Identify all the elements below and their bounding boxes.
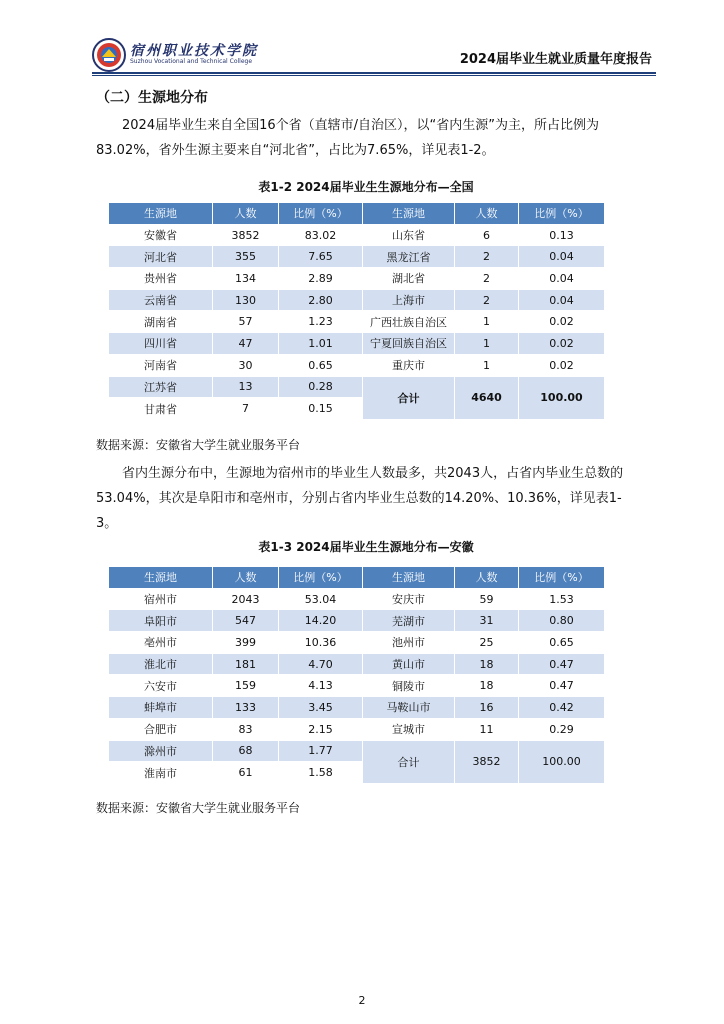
table-cell: 0.02: [519, 311, 605, 333]
table-cell: 57: [213, 311, 279, 333]
table-cell: 1.23: [279, 311, 363, 333]
table-cell: 黑龙江省: [363, 246, 455, 268]
data-source-note: 数据来源：安徽省大学生就业服务平台: [96, 438, 301, 452]
column-header: 人数: [213, 203, 279, 225]
table-cell: 0.47: [519, 675, 605, 697]
table-cell: 河南省: [109, 354, 213, 376]
table-row: [109, 632, 605, 654]
table-cell: 18: [455, 675, 519, 697]
table-cell: 547: [213, 610, 279, 632]
table-cell: 蚌埠市: [109, 697, 213, 719]
table-cell: 13: [213, 376, 279, 398]
table-cell: 上海市: [363, 289, 455, 311]
table-cell: 山东省: [363, 224, 455, 246]
table-cell: 2.89: [279, 268, 363, 290]
table-cell: 池州市: [363, 632, 455, 654]
table-cell: 11: [455, 718, 519, 740]
table-cell: 贵州省: [109, 268, 213, 290]
table-cell: 淮南市: [109, 762, 213, 784]
report-title: 2024届毕业生就业质量年度报告: [459, 52, 652, 67]
table-row: [109, 376, 605, 398]
table-cell: 0.42: [519, 697, 605, 719]
table-caption: 表1-2 2024届毕业生生源地分布—全国: [258, 180, 474, 194]
column-header: 人数: [455, 203, 519, 225]
table-row: [109, 246, 605, 268]
table-cell: 宿州市: [109, 588, 213, 610]
table-row: [109, 354, 605, 376]
table-cell: 合肥市: [109, 718, 213, 740]
table-cell: 安徽省: [109, 224, 213, 246]
table-cell: 淮北市: [109, 653, 213, 675]
table-cell: 3852: [213, 224, 279, 246]
table-cell: 0.04: [519, 268, 605, 290]
total-percent: 100.00: [519, 376, 605, 419]
section-title: （二）生源地分布: [96, 90, 208, 106]
total-label: 合计: [363, 740, 455, 783]
total-label: 合计: [363, 376, 455, 419]
table-cell: 0.47: [519, 653, 605, 675]
table-cell: 134: [213, 268, 279, 290]
table-cell: 25: [455, 632, 519, 654]
table-cell: 159: [213, 675, 279, 697]
table-cell: 2: [455, 268, 519, 290]
table-cell: 2043: [213, 588, 279, 610]
table-cell: 18: [455, 653, 519, 675]
table-cell: 马鞍山市: [363, 697, 455, 719]
paragraph-text: 2024届毕业生来自全国16个省（直辖市/自治区），以“省内生源”为主，所占比例为83.02%，省外生源主要来自“河北省”，占比为7.65%，详见表1-2。: [96, 118, 599, 158]
table-cell: 黄山市: [363, 653, 455, 675]
table-row: [109, 653, 605, 675]
table-cell: 铜陵市: [363, 675, 455, 697]
column-header: 生源地: [363, 567, 455, 589]
table-cell: 1.77: [279, 740, 363, 762]
column-header: 比例（%）: [279, 203, 363, 225]
table-cell: 1: [455, 354, 519, 376]
paragraph-province: [96, 461, 636, 536]
page-header: [92, 36, 656, 72]
table-caption: 表1-3 2024届毕业生生源地分布—安徽: [258, 540, 474, 554]
table-row: [109, 333, 605, 355]
table-cell: 130: [213, 289, 279, 311]
table-row: [109, 740, 605, 762]
table-cell: 1.58: [279, 762, 363, 784]
table-cell: 10.36: [279, 632, 363, 654]
school-name-en: Suzhou Vocational and Technical College: [130, 58, 253, 65]
table-row: [109, 588, 605, 610]
total-count: 3852: [455, 740, 519, 783]
table-cell: 云南省: [109, 289, 213, 311]
table-cell: 0.13: [519, 224, 605, 246]
data-source-note: 数据来源：安徽省大学生就业服务平台: [96, 801, 301, 815]
table-cell: 83.02: [279, 224, 363, 246]
total-percent: 100.00: [519, 740, 605, 783]
table-cell: 0.65: [279, 354, 363, 376]
table-cell: 47: [213, 333, 279, 355]
column-header: 比例（%）: [519, 203, 605, 225]
column-header: 比例（%）: [519, 567, 605, 589]
table-cell: 0.80: [519, 610, 605, 632]
table-cell: 133: [213, 697, 279, 719]
table-cell: 1: [455, 333, 519, 355]
table-cell: 0.65: [519, 632, 605, 654]
table-cell: 355: [213, 246, 279, 268]
table-cell: 3.45: [279, 697, 363, 719]
table-cell: 2: [455, 246, 519, 268]
table-cell: 阜阳市: [109, 610, 213, 632]
table-cell: 59: [455, 588, 519, 610]
table-cell: 2.80: [279, 289, 363, 311]
table-cell: 2: [455, 289, 519, 311]
table-cell: 0.04: [519, 289, 605, 311]
header-divider: [92, 72, 656, 74]
table-row: [109, 675, 605, 697]
table-row: [109, 718, 605, 740]
table-cell: 1: [455, 311, 519, 333]
table-cell: 1.53: [519, 588, 605, 610]
table-cell: 甘肃省: [109, 398, 213, 420]
school-name: 宿州职业技术学院: [130, 43, 258, 59]
table-cell: 四川省: [109, 333, 213, 355]
table-row: [109, 268, 605, 290]
school-logo-icon: [92, 38, 126, 72]
table-cell: 0.28: [279, 376, 363, 398]
page-number: 2: [358, 994, 366, 1007]
table-cell: 30: [213, 354, 279, 376]
column-header: 生源地: [109, 567, 213, 589]
table-cell: 16: [455, 697, 519, 719]
column-header: 比例（%）: [279, 567, 363, 589]
table-cell: 滁州市: [109, 740, 213, 762]
paragraph-national: [96, 113, 636, 163]
table-cell: 河北省: [109, 246, 213, 268]
table-cell: 宣城市: [363, 718, 455, 740]
table-cell: 广西壮族自治区: [363, 311, 455, 333]
table-row: [109, 224, 605, 246]
table-cell: 4.13: [279, 675, 363, 697]
table-cell: 61: [213, 762, 279, 784]
table-cell: 芜湖市: [363, 610, 455, 632]
table-cell: 53.04: [279, 588, 363, 610]
table-cell: 六安市: [109, 675, 213, 697]
table-cell: 0.04: [519, 246, 605, 268]
table-cell: 0.02: [519, 333, 605, 355]
table-cell: 2.15: [279, 718, 363, 740]
paragraph-text: 省内生源分布中，生源地为宿州市的毕业生人数最多，共2043人，占省内毕业生总数的53.04%，其次是阜阳市和亳州市，分别占省内毕业生总数的14.20%、10.36%，详见表1-3。: [96, 466, 624, 531]
table-cell: 68: [213, 740, 279, 762]
table-header-row: [109, 203, 605, 225]
table-cell: 0.15: [279, 398, 363, 420]
table-cell: 安庆市: [363, 588, 455, 610]
table-national: [108, 202, 605, 420]
table-cell: 6: [455, 224, 519, 246]
table-row: [109, 610, 605, 632]
table-row: [109, 289, 605, 311]
table-cell: 7.65: [279, 246, 363, 268]
column-header: 生源地: [109, 203, 213, 225]
table-anhui: [108, 566, 605, 784]
total-count: 4640: [455, 376, 519, 419]
table-cell: 14.20: [279, 610, 363, 632]
column-header: 人数: [213, 567, 279, 589]
column-header: 人数: [455, 567, 519, 589]
table-header-row: [109, 567, 605, 589]
table-cell: 181: [213, 653, 279, 675]
table-cell: 4.70: [279, 653, 363, 675]
table-cell: 0.02: [519, 354, 605, 376]
table-cell: 宁夏回族自治区: [363, 333, 455, 355]
table-cell: 83: [213, 718, 279, 740]
column-header: 生源地: [363, 203, 455, 225]
table-cell: 亳州市: [109, 632, 213, 654]
table-cell: 湖北省: [363, 268, 455, 290]
table-cell: 31: [455, 610, 519, 632]
table-row: [109, 311, 605, 333]
header-divider-thin: [92, 75, 656, 76]
table-row: [109, 697, 605, 719]
table-cell: 0.29: [519, 718, 605, 740]
table-cell: 湖南省: [109, 311, 213, 333]
table-cell: 重庆市: [363, 354, 455, 376]
table-cell: 7: [213, 398, 279, 420]
table-cell: 江苏省: [109, 376, 213, 398]
table-cell: 1.01: [279, 333, 363, 355]
table-cell: 399: [213, 632, 279, 654]
